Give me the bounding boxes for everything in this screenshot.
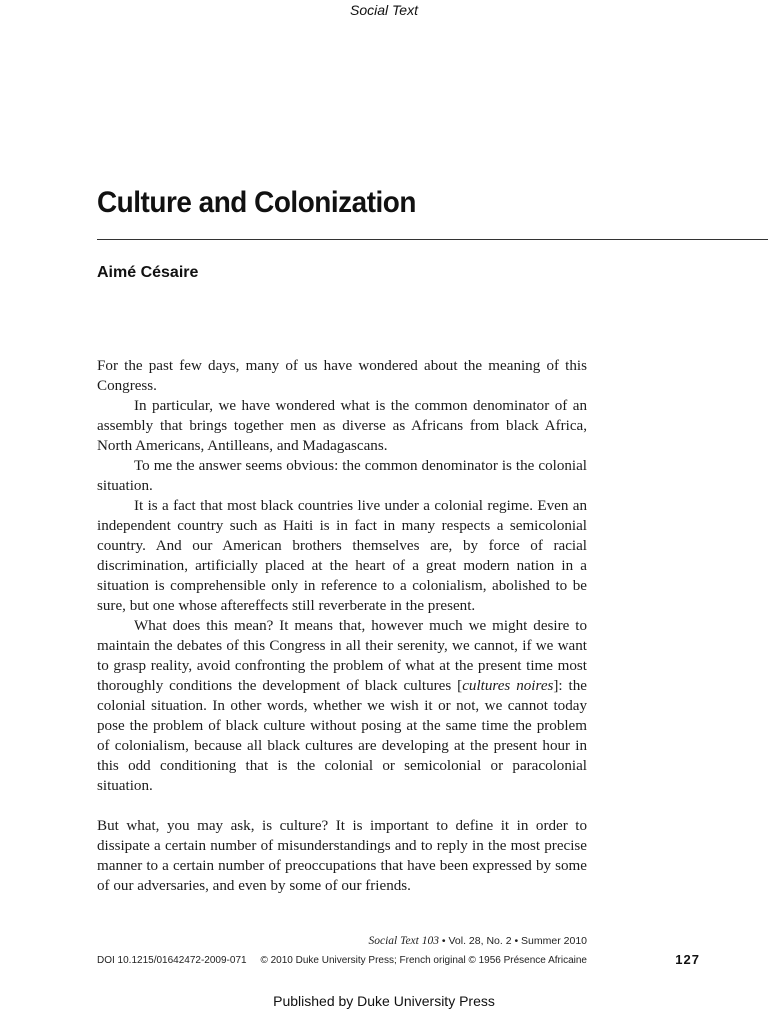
article-title: Culture and Colonization: [97, 186, 416, 219]
publisher-banner: Published by Duke University Press: [273, 993, 495, 1009]
article-author: Aimé Césaire: [97, 264, 199, 281]
doi-identifier: DOI 10.1215/01642472-2009-071: [97, 955, 247, 966]
body-paragraph-3: To me the answer seems obvious: the common denominator is the colonial situation.: [97, 458, 587, 494]
body-paragraph-5-text-start: What does this mean? It means that, however much we might desire to maintain the debates of this Congress in all their serenity, we cannot, if we want to grasp reality, avoid confronting the problem of what at the present time most thoroughly conditions the development of black cultures [: [97, 618, 587, 694]
article-body: [97, 356, 587, 896]
body-paragraph-5-text-end: ]: the colonial situation. In other words, whether we wish it or not, we cannot today pose the problem of black culture without posing at the same time the problem of colonialism, because all black cultures are developing at the present hour in this odd conditioning that is the colonial or semicolonial or paracolonial situation.: [97, 678, 587, 794]
body-paragraph-4: It is a fact that most black countries live under a colonial regime. Even an independent country such as Haiti is in fact in many respects a semicolonial country. And our American brothers themselves are, by force of racial discrimination, artificially placed at the heart of a great modern nation in a situation is comprehensible only in reference to a colonialism, abolished to be sure, but one whose aftereffects still reverberate in the present.: [97, 498, 587, 614]
journal-citation: [97, 934, 587, 948]
page-number: 127: [675, 952, 700, 967]
citation-journal-issue: Social Text 103: [368, 935, 439, 947]
citation-volume-info: • Vol. 28, No. 2 • Summer 2010: [438, 935, 587, 947]
body-paragraph-6: But what, you may ask, is culture? It is important to define it in order to dissipate a certain number of misunderstandings and to reply in the most precise manner to a certain number of preoccupations that have been expressed by some of our adversaries, and even by some of our friends.: [97, 818, 587, 894]
body-paragraph-1: For the past few days, many of us have wondered about the meaning of this Congress.: [97, 358, 587, 394]
body-paragraph-2: In particular, we have wondered what is the common denominator of an assembly that brings together men as diverse as Africans from black Africa, North Americans, Antilleans, and Madagascans.: [97, 398, 587, 454]
doi-copyright-line: [97, 954, 587, 968]
body-paragraph-5-italic-term: cultures noires: [462, 678, 554, 694]
copyright-notice: © 2010 Duke University Press; French original © 1956 Présence Africaine: [260, 955, 587, 966]
running-header-journal-name: Social Text: [350, 2, 418, 18]
body-paragraph-5: [97, 616, 587, 796]
title-divider: [97, 239, 768, 240]
